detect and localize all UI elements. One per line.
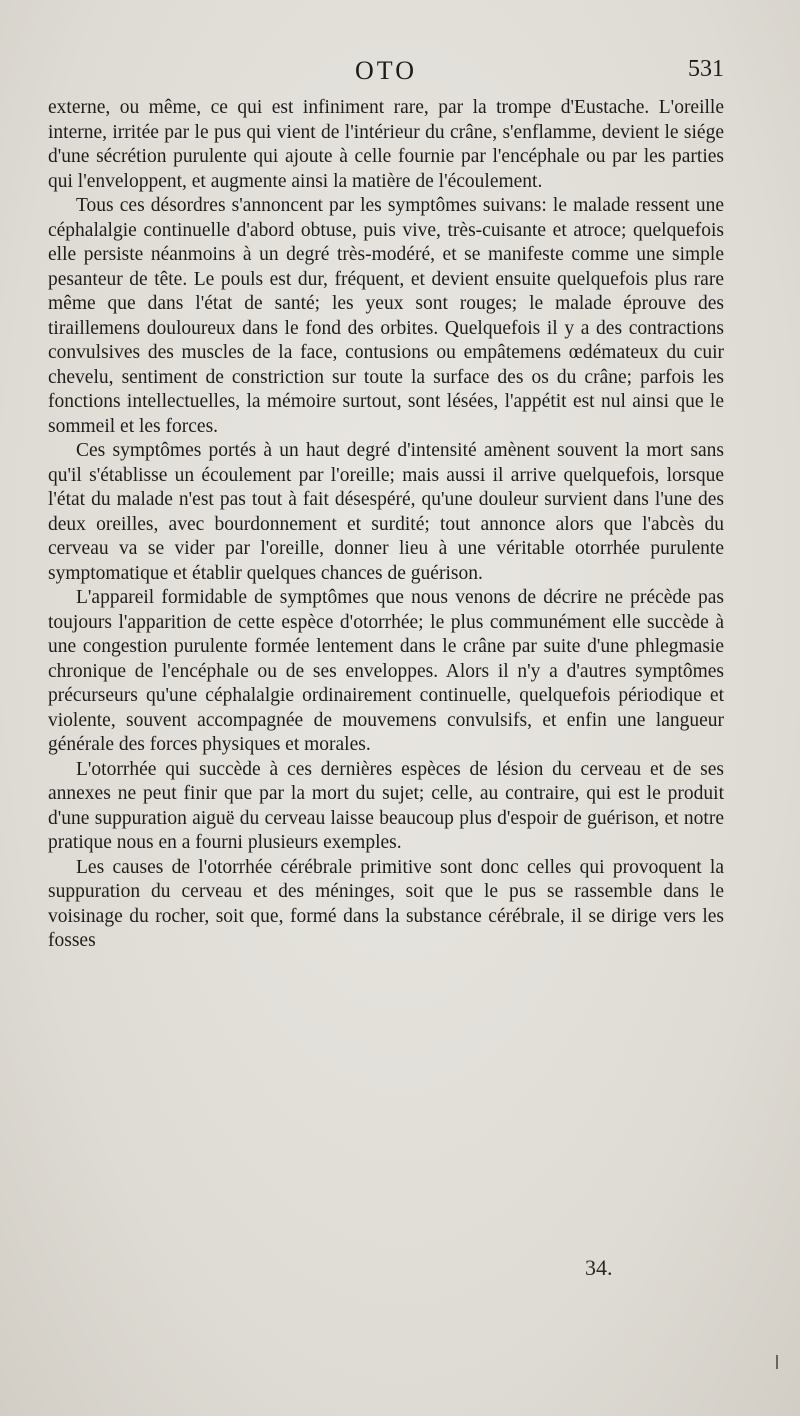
paragraph-5: L'otorrhée qui succède à ces dernières espèces de lésion du cerveau et de ses annexes ne peut finir que par la mort du sujet; celle, au contraire, qui est le produit d'une suppuration aiguë du cerveau laisse beaucoup plus d'espoir de guérison, et notre pratique nous en a fourni plusieurs exemples. [48,758,724,853]
paragraph-3: Ces symptômes portés à un haut degré d'intensité amènent souvent la mort sans qu'il s'établisse un écoulement par l'oreille; mais aussi il arrive quelquefois, lorsque l'état du malade n'est pas tout à fait désespéré, qu'une douleur survient dans l'une des deux oreilles, avec bourdonnement et surdité; tout annonce alors que l'abcès du cerveau va se vider par l'oreille, donner lieu à une véritable otorrhée purulente symptomatique et établir quelques chances de guérison. [48,440,724,584]
paragraph-6: Les causes de l'otorrhée cérébrale primitive sont donc celles qui provoquent la suppuration du cerveau et des méninges, soit que le pus se rassemble dans le voisinage du rocher, soit que, formé dans la substance cérébrale, il se dirige vers les fosses [48,856,724,951]
page-number: 531 [688,56,724,82]
paragraph-4: L'appareil formidable de symptômes que nous venons de décrire ne précède pas toujours l'apparition de cette espèce d'otorrhée; le plus communément elle succède à une congestion purulente formée lentement dans le crâne par suite d'une phlegmasie chronique de l'encéphale ou de ses enveloppes. Alors il n'y a d'autres symptômes précurseurs qu'une céphalalgie ordinairement continuelle, quelquefois périodique et violente, souvent accompagnée de mouvemens convulsifs, et enfin une langueur générale des forces physiques et morales. [48,587,724,755]
paragraph-1: externe, ou même, ce qui est infiniment rare, par la trompe d'Eustache. L'oreille interne, irritée par le pus qui vient de l'intérieur du crâne, s'enflamme, devient le siége d'une sécrétion purulente qui ajoute à celle fournie par l'encéphale ou par les parties qui l'enveloppent, et augmente ainsi la matière de l'écoulement. [48,97,724,192]
running-head: OTO [355,56,417,85]
paragraph-2: Tous ces désordres s'annoncent par les symptômes suivans: le malade ressent une céphalalgie continuelle d'abord obtuse, puis vive, très-cuisante et atroce; quelquefois elle persiste néanmoins à un degré très-modéré, et se manifeste comme une simple pesanteur de tête. Le pouls est dur, fréquent, et devient ensuite quelquefois plus rare même que dans l'état de santé; les yeux sont rouges; le malade éprouve des tiraillemens douloureux dans le fond des orbites. Quelquefois il y a des contractions convulsives des muscles de la face, contusions ou empâtemens œdémateux du cuir chevelu, sentiment de constriction sur toute la surface des os du crâne; parfois les fonctions intellectuelles, la mémoire surtout, sont lésées, l'appétit est nul ainsi que le sommeil et les forces. [48,195,724,437]
page-header [48,56,724,96]
signature-mark: 34. [585,1255,613,1280]
margin-mark [776,1355,778,1369]
body-text [48,96,724,954]
